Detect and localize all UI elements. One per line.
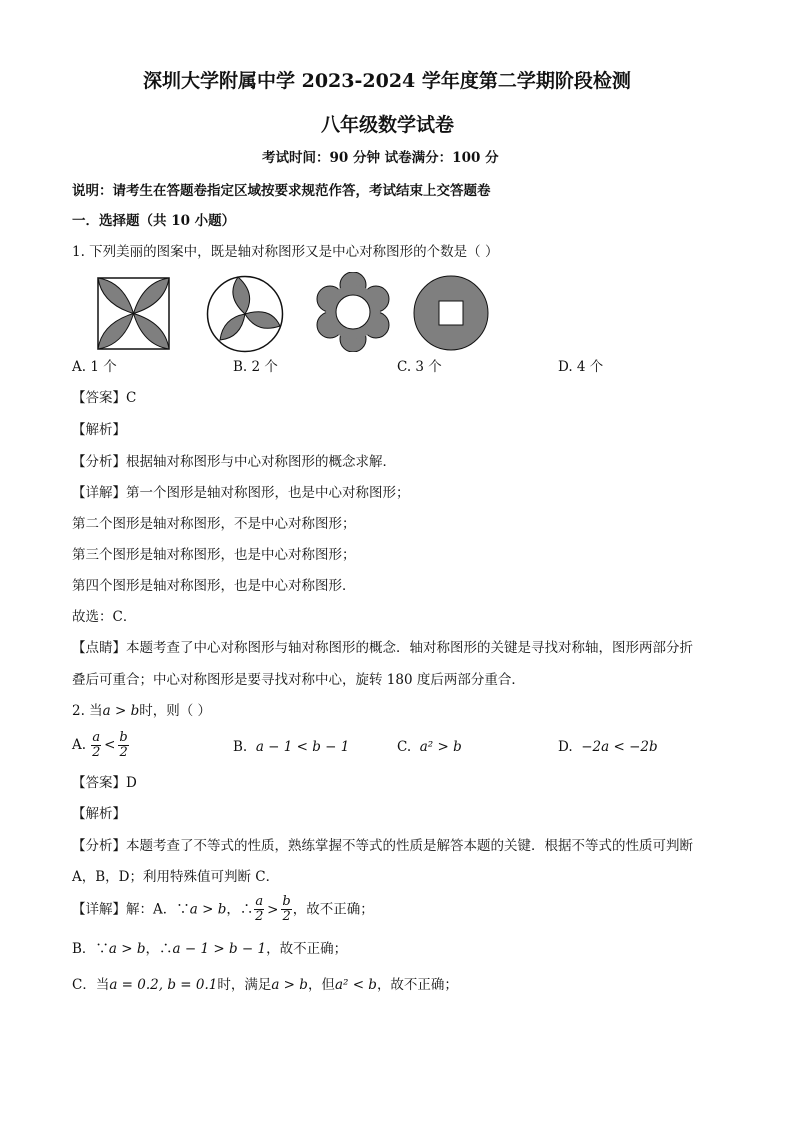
answer-value: D [126, 775, 137, 791]
exam-info: 考试时间：90 分钟 试卷满分：100 分 [262, 150, 499, 166]
fenxi-text: 根据轴对称图形与中心对称图形的概念求解． [126, 454, 396, 470]
q1-option-b: B. 2 个 [233, 359, 278, 375]
q2-option-b-label: B. [233, 739, 248, 755]
d2-expression: a − 1 > b − 1 [172, 941, 267, 957]
fraction-b-over-2 [118, 731, 128, 760]
q2-stem [72, 705, 211, 719]
q2-detail-line-1 [72, 893, 374, 926]
fraction-denominator: 2 [92, 745, 101, 760]
detail-text: 第一个图形是轴对称图形，也是中心对称图形； [126, 485, 410, 501]
q1-figure-3-flower-ring [312, 272, 394, 352]
relation-sign: < [104, 736, 116, 753]
fenxi-tag: 【分析】 [72, 838, 126, 854]
q1-detail-line-2: 第二个图形是轴对称图形，不是中心对称图形； [72, 516, 356, 532]
d1-text-a: 解：A．∵ [126, 901, 190, 918]
answer-tag: 【答案】 [72, 390, 126, 406]
q1-detail-line-3: 第三个图形是轴对称图形，也是中心对称图形； [72, 547, 356, 563]
fraction-denominator: 2 [255, 909, 264, 924]
q2-option-c-label: C. [397, 739, 412, 755]
q2-option-b [233, 741, 349, 755]
d1-text-c: ，故不正确； [292, 901, 374, 918]
d1-condition: a > b [189, 901, 227, 918]
xiangjie-tag: 【详解】 [72, 485, 126, 501]
q1-option-a: A. 1 个 [72, 359, 117, 375]
d3-condition: a > b [271, 977, 308, 993]
q1-answer [72, 392, 136, 406]
fraction-numerator: b [119, 730, 128, 745]
xiangjie-tag: 【详解】 [72, 901, 126, 918]
q2-detail-line-2 [72, 943, 347, 957]
q1-detail-line-4: 第四个图形是轴对称图形，也是中心对称图形． [72, 578, 356, 594]
q1-option-c: C. 3 个 [397, 359, 442, 375]
q2-option-c-expr: a² > b [419, 739, 462, 755]
answer-value: C [126, 390, 137, 406]
d2-text-b: ，∴ [145, 941, 173, 957]
answer-tag: 【答案】 [72, 775, 126, 791]
q2-answer [72, 777, 137, 791]
q2-detail-line-3 [72, 979, 458, 993]
q1-figure-1-square-petals [96, 276, 171, 351]
fraction-b-over-2 [281, 895, 291, 924]
exam-subtitle: 八年级数学试卷 [321, 114, 455, 136]
d2-text-c: ，故不正确； [266, 941, 348, 957]
q2-fenxi-line-1 [72, 840, 693, 854]
fraction-denominator: 2 [119, 745, 128, 760]
fenxi-tag: 【分析】 [72, 454, 126, 470]
q1-stem: 1. 下列美丽的图案中，既是轴对称图形又是中心对称图形的个数是（ ） [72, 244, 499, 260]
q2-fenxi-line-2: A，B，D；利用特殊值可判断 C． [72, 869, 280, 885]
fraction-numerator: a [92, 730, 101, 745]
d3-text-c: ，但 [307, 977, 335, 993]
d1-text-b: ，∴ [226, 901, 254, 918]
q2-option-b-expr: a − 1 < b − 1 [255, 739, 350, 755]
instructions: 说明：请考生在答题卷指定区域按要求规范作答，考试结束上交答题卷 [72, 183, 491, 199]
q2-stem-suffix: 时，则（ ） [139, 703, 212, 719]
d3-text-b: 时，满足 [217, 977, 272, 993]
d3-expression: a² < b [334, 977, 377, 993]
q2-stem-prefix: 2. 当 [72, 703, 103, 719]
q2-stem-condition: a > b [102, 703, 140, 719]
d3-values: a = 0.2, b = 0.1 [109, 977, 218, 993]
q1-dianjing-line-1 [72, 642, 693, 656]
d2-condition: a > b [108, 941, 146, 957]
q1-figure-2-circle-blades [205, 274, 285, 354]
fraction-a-over-2 [91, 731, 101, 760]
d3-text-d: ，故不正确； [376, 977, 458, 993]
q1-analysis-tag: 【解析】 [72, 422, 126, 438]
q1-dianjing-line-2: 叠后可重合；中心对称图形是要寻找对称中心，旋转 180 度后两部分重合． [72, 672, 525, 688]
q2-analysis-tag: 【解析】 [72, 806, 126, 822]
dianjing-text: 本题考查了中心对称图形与轴对称图形的概念．轴对称图形的关键是寻找对称轴，图形两部分折 [126, 640, 693, 656]
q1-figure-4-coin [412, 274, 490, 352]
q2-option-d-label: D. [558, 739, 573, 755]
fraction-numerator: a [255, 894, 264, 909]
relation-sign: > [267, 901, 279, 918]
exam-title: 深圳大学附属中学 2023-2024 学年度第二学期阶段检测 [143, 70, 631, 92]
d2-text-a: B．∵ [72, 941, 109, 957]
q2-option-a-label: A. [72, 736, 87, 753]
q1-detail-line-1 [72, 487, 410, 501]
q2-option-a [72, 731, 130, 760]
d3-text-a: C．当 [72, 977, 110, 993]
q1-conclusion: 故选：C． [72, 609, 137, 625]
section-heading: 一．选择题（共 10 小题） [72, 213, 236, 229]
fraction-denominator: 2 [282, 909, 291, 924]
fraction-numerator: b [282, 894, 291, 909]
q1-fenxi [72, 456, 396, 470]
dianjing-tag: 【点睛】 [72, 640, 126, 656]
fenxi-text: 本题考查了不等式的性质，熟练掌握不等式的性质是解答本题的关键．根据不等式的性质可判断 [126, 838, 693, 854]
q2-option-d [558, 741, 658, 755]
fraction-a-over-2 [254, 895, 264, 924]
q1-option-d: D. 4 个 [558, 359, 604, 375]
q2-option-d-expr: −2a < −2b [581, 739, 658, 755]
q2-option-c [397, 741, 462, 755]
